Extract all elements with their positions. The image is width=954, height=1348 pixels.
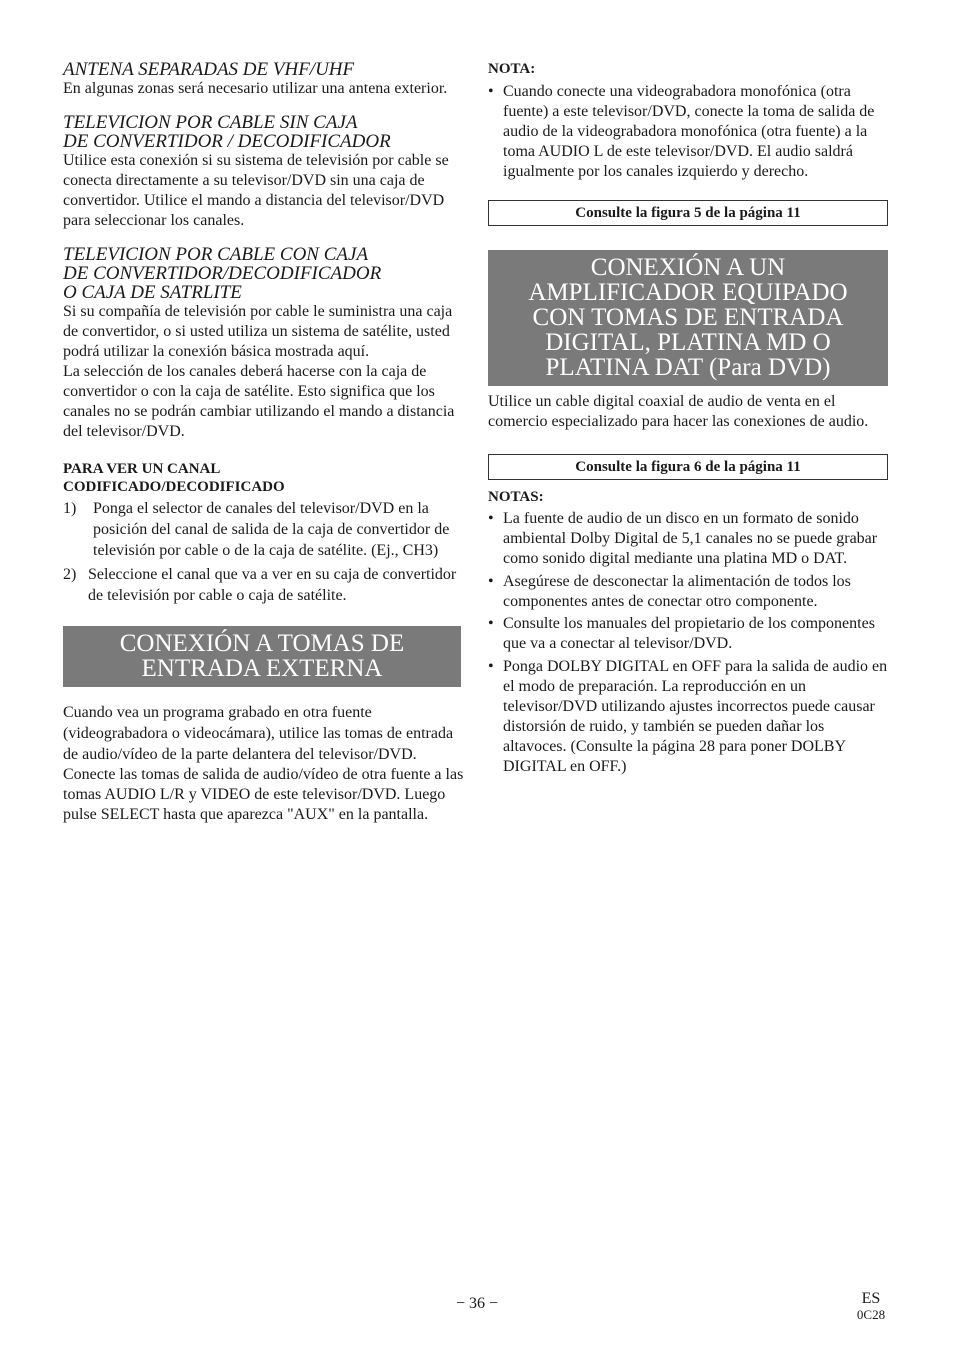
- notas-item: [488, 657, 888, 777]
- page-number: − 36 −: [455, 1295, 499, 1312]
- nota-heading: NOTA:: [488, 61, 536, 77]
- title-line: O CAJA DE SATRLITE: [63, 282, 242, 303]
- banner-line: ENTRADA EXTERNA: [141, 655, 383, 682]
- nota-text: Cuando conecte una videograbadora monofónica (otra fuente) a este televisor/DVD, conecte la toma de salida de audio de la videograbadora monofónica (otra fuente) a la toma AUDIO L de este televisor/DVD. El audio saldrá igualmente por los canales izquierdo y derecho.: [503, 83, 875, 180]
- entrada-externa-body-1: Cuando vea un programa grabado en otra fuente (videograbadora o videocámara), utilice las tomas de entrada de audio/vídeo de la parte delantera del televisor/DVD.: [63, 704, 454, 763]
- notas-item: [488, 509, 888, 569]
- left-column: [63, 60, 467, 825]
- title-line: PARA VER UN CANAL: [63, 461, 221, 477]
- language-code: ES: [861, 1290, 881, 1307]
- subheading-canal-codificado: [63, 460, 467, 496]
- section-banner-tomas-externa: [63, 626, 461, 687]
- notas-item: [488, 614, 888, 654]
- cable-con-caja-body-2: La selección de los canales deberá hacerse con la caja de convertidor o con la caja de satélite. Esto significa que los canales no se podrán cambiar utilizando el mando a distancia del televisor/DVD.: [63, 363, 455, 440]
- title-line: TELEVICION POR CABLE SIN CAJA: [63, 112, 358, 133]
- banner-line: CON TOMAS DE ENTRADA: [532, 304, 844, 331]
- antena-body: En algunas zonas será necesario utilizar una antena exterior.: [63, 80, 448, 97]
- notas-text: La fuente de audio de un disco en un formato de sonido ambiental Dolby Digital de 5,1 canales no se puede grabar como sonido digital mediante una platina MD o DAT.: [503, 510, 878, 567]
- bullet: •: [488, 615, 494, 632]
- title-line: CODIFICADO/DECODIFICADO: [63, 479, 285, 495]
- notas-item: [488, 572, 888, 612]
- cable-sin-caja-body: Utilice esta conexión si su sistema de televisión por cable se conecta directamente a su televisor/DVD sin una caja de convertidor. Utilice el mando a distancia del televisor/DVD para seleccionar los canales.: [63, 152, 449, 229]
- cable-con-caja-body-1: Si su compañía de televisión por cable le suministra una caja de convertidor, o si usted utiliza un sistema de satélite, usted podrá utilizar la conexión básica mostrada aquí.: [63, 303, 453, 360]
- bullet: •: [488, 573, 494, 590]
- section-title-cable-sin-caja: [63, 113, 467, 151]
- amplificador-intro: Utilice un cable digital coaxial de audio de venta en el comercio especializado para hacer las conexiones de audio.: [488, 393, 869, 430]
- figure-reference-box: Consulte la figura 6 de la página 11: [488, 454, 888, 480]
- banner-line: PLATINA DAT (Para DVD): [545, 354, 831, 381]
- nota-item: [488, 82, 888, 182]
- step-item: [63, 564, 467, 606]
- notas-heading: NOTAS:: [488, 489, 544, 505]
- step-text: Seleccione el canal que va a ver en su caja de convertidor de televisión por cable o caja de satélite.: [88, 566, 457, 604]
- banner-line: AMPLIFICADOR EQUIPADO: [528, 279, 848, 306]
- step-item: [63, 498, 467, 561]
- entrada-externa-body-2: Conecte las tomas de salida de audio/vídeo de otra fuente a las tomas AUDIO L/R y VIDEO de este televisor/DVD. Luego pulse SELECT hasta que aparezca "AUX" en la pantalla.: [63, 766, 464, 823]
- title-line: DE CONVERTIDOR / DECODIFICADOR: [63, 131, 391, 152]
- banner-line: CONEXIÓN A TOMAS DE: [119, 630, 405, 657]
- right-column: [488, 60, 888, 777]
- banner-line: CONEXIÓN A UN: [590, 254, 786, 281]
- bullet: •: [488, 83, 494, 100]
- notas-text: Ponga DOLBY DIGITAL en OFF para la salida de audio en el modo de preparación. La reproducción en un televisor/DVD utilizando ajustes incorrectos puede causar distorsión de ruido, y también se pueden dañar los altavoces. (Consulte la página 28 para poner DOLBY DIGITAL en OFF.): [503, 658, 888, 775]
- footer-code-block: [850, 1291, 892, 1323]
- step-number: 2): [63, 566, 77, 583]
- step-text: Ponga el selector de canales del televisor/DVD en la posición del canal de salida de la caja de convertidor de televisión por cable o de la caja de satélite. (Ej., CH3): [93, 500, 450, 559]
- bullet: •: [488, 510, 494, 527]
- title-line: DE CONVERTIDOR/DECODIFICADOR: [63, 263, 382, 284]
- notas-text: Consulte los manuales del propietario de los componentes que va a conectar al televisor/DVD.: [503, 615, 875, 652]
- section-title-cable-con-caja: [63, 245, 467, 302]
- document-code: 0C28: [856, 1307, 886, 1322]
- step-number: 1): [63, 500, 77, 517]
- title-line: TELEVICION POR CABLE CON CAJA: [63, 244, 369, 265]
- bullet: •: [488, 658, 494, 675]
- section-banner-amplificador: [488, 250, 888, 386]
- banner-line: DIGITAL, PLATINA MD O: [545, 329, 831, 356]
- figure-reference-box: Consulte la figura 5 de la página 11: [488, 200, 888, 226]
- notas-text: Asegúrese de desconectar la alimentación de todos los componentes antes de conectar otro componente.: [503, 573, 851, 610]
- section-title-antena: ANTENA SEPARADAS DE VHF/UHF: [63, 59, 355, 80]
